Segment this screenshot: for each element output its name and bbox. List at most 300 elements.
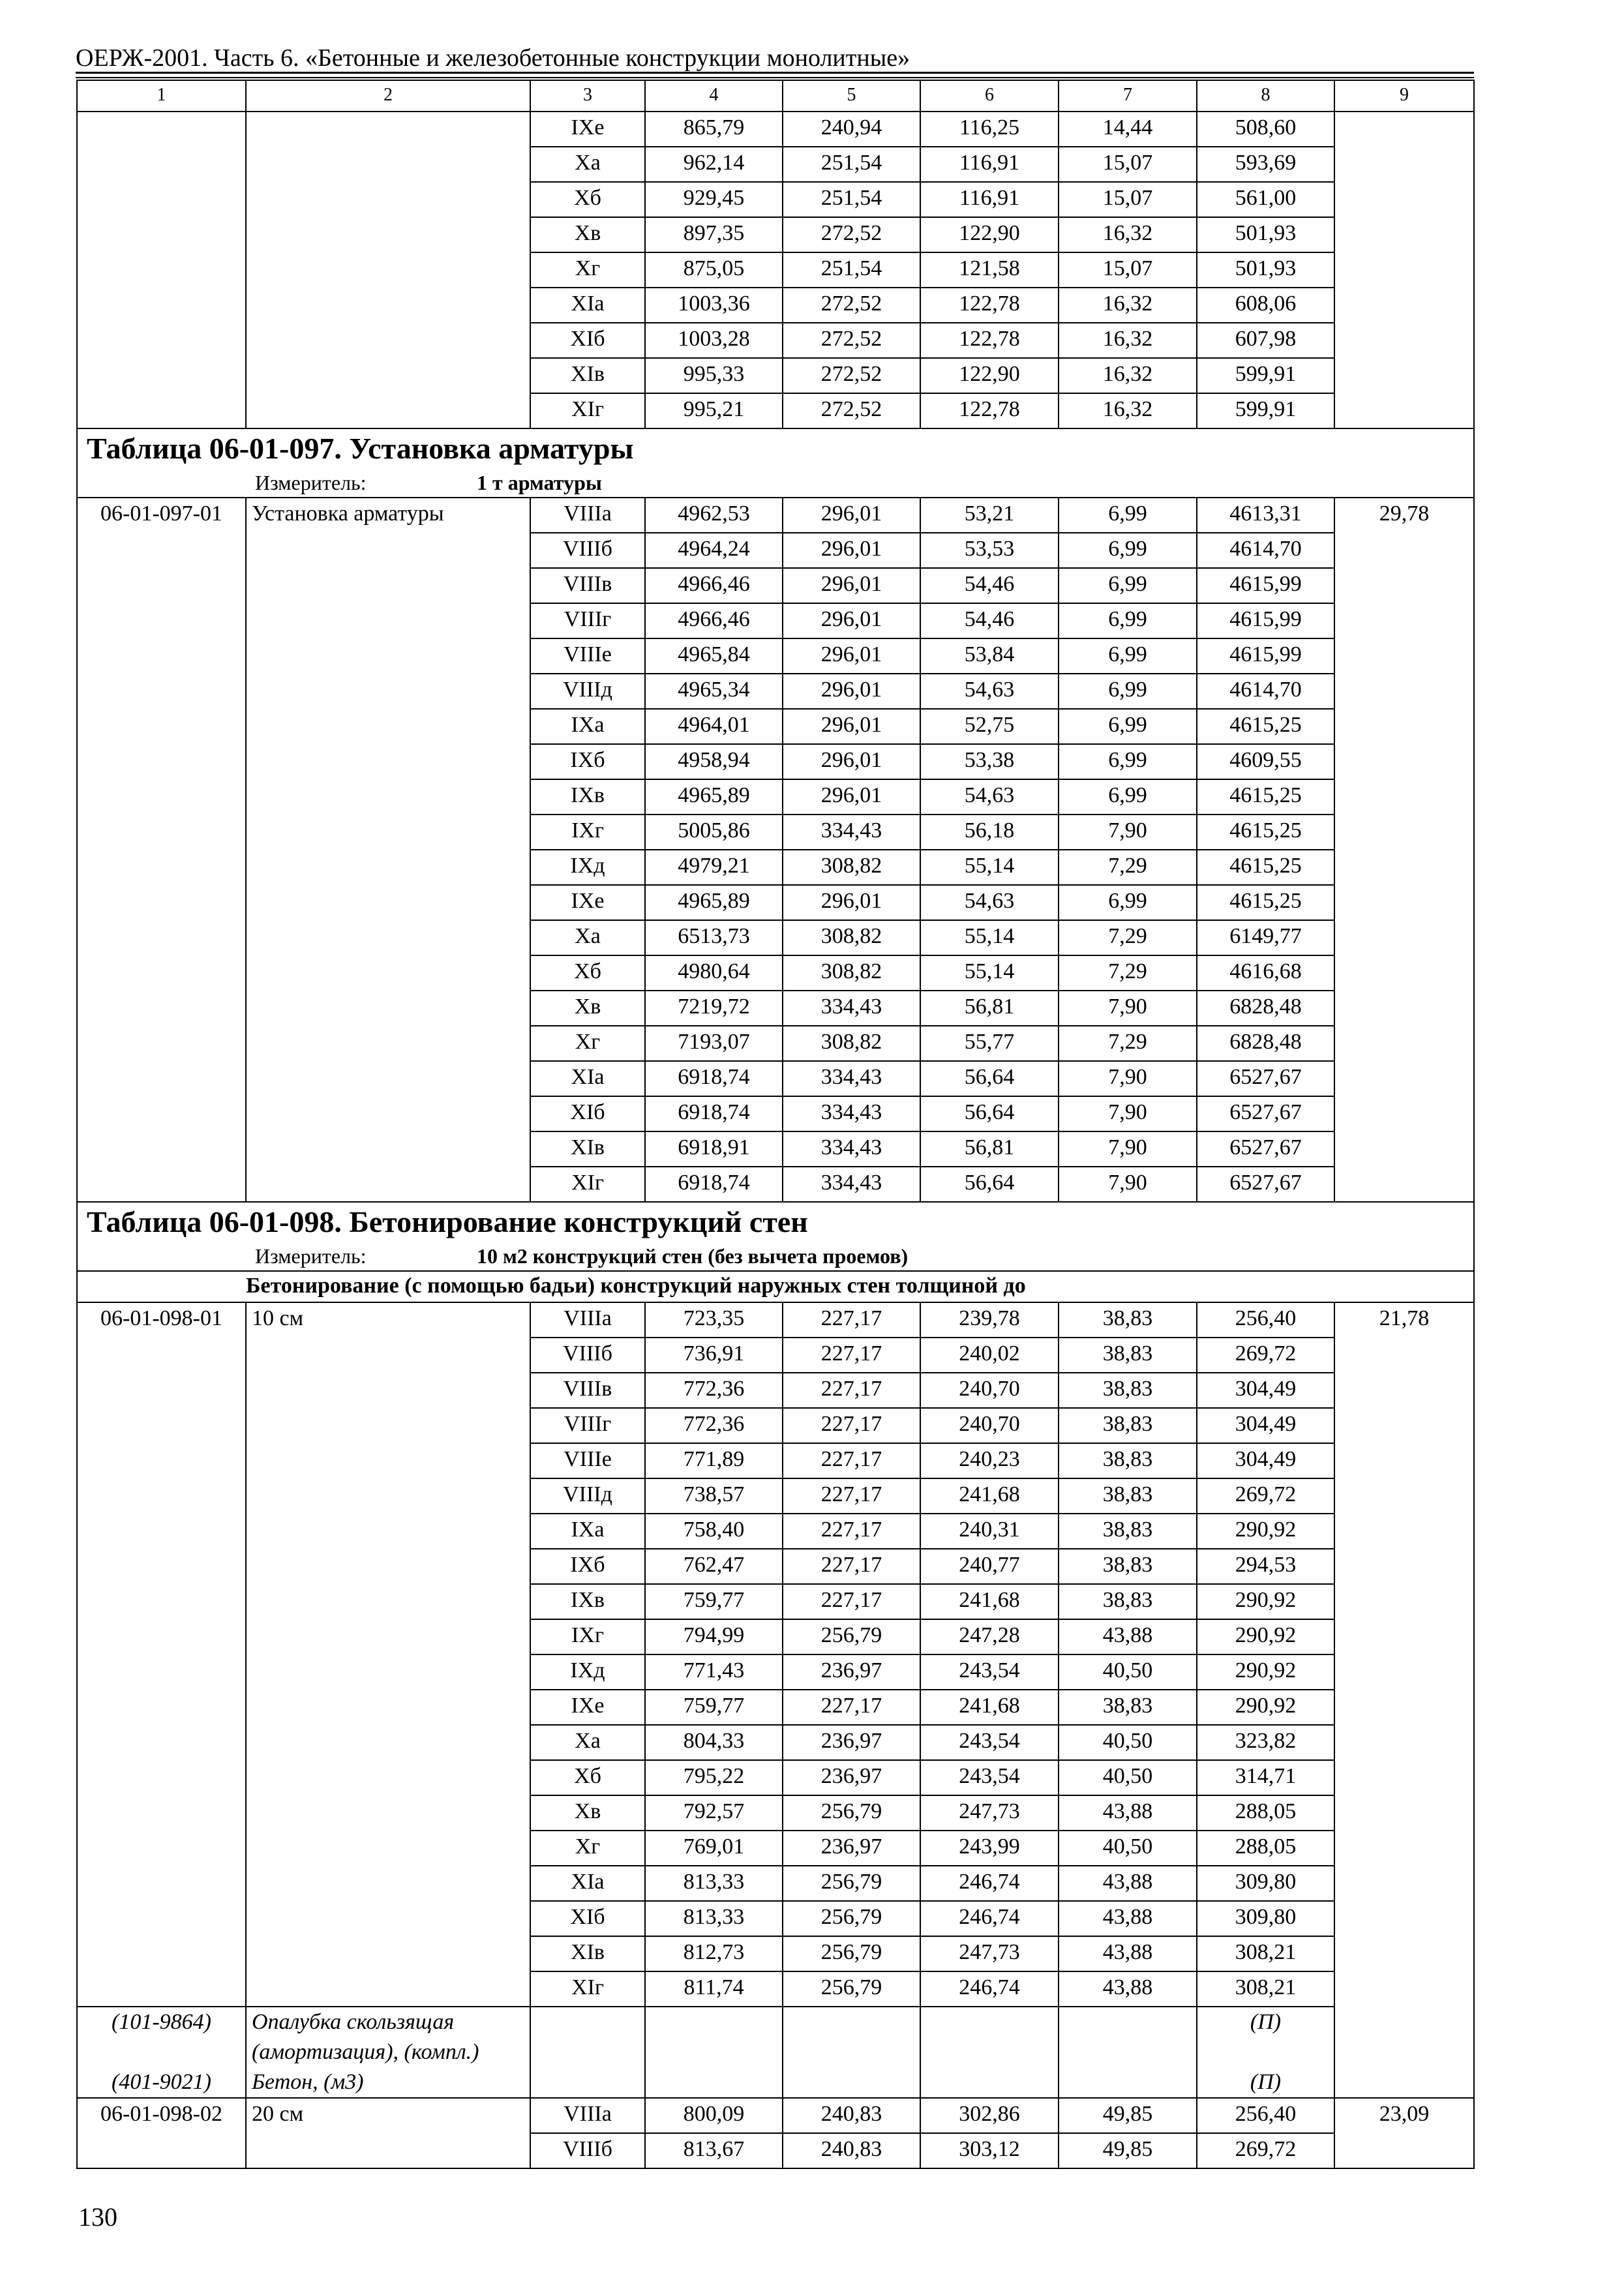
column-number: 9	[1334, 80, 1474, 112]
value-cell: 15,07	[1059, 252, 1197, 288]
table-row	[77, 498, 1474, 533]
value-cell: 227,17	[783, 1443, 920, 1478]
value-cell: 251,54	[783, 252, 920, 288]
material-flag: (П)	[1250, 2070, 1282, 2094]
value-cell: 795,22	[645, 1760, 783, 1795]
value-cell: 304,49	[1197, 1408, 1334, 1443]
value-cell: 122,78	[920, 393, 1059, 428]
value-cell: 246,74	[920, 1901, 1059, 1936]
zone-cell: Xа	[530, 920, 645, 955]
value-cell: 240,31	[920, 1514, 1059, 1549]
zone-cell: Xв	[530, 217, 645, 252]
value-cell: 6527,67	[1197, 1096, 1334, 1131]
value-cell: 241,68	[920, 1584, 1059, 1619]
value-cell: 272,52	[783, 323, 920, 358]
labor-cost-cell: 23,09	[1334, 2098, 1474, 2168]
value-cell: 4965,89	[645, 885, 783, 920]
value-cell: 772,36	[645, 1373, 783, 1408]
value-cell: 296,01	[783, 744, 920, 779]
zone-cell: VIIIд	[530, 674, 645, 709]
rate-name	[246, 112, 530, 428]
value-cell: 4615,25	[1197, 885, 1334, 920]
value-cell: 865,79	[645, 112, 783, 147]
value-cell: 792,57	[645, 1795, 783, 1831]
value-cell: 4966,46	[645, 568, 783, 603]
value-cell: 759,77	[645, 1584, 783, 1619]
value-cell: 813,33	[645, 1901, 783, 1936]
value-cell: 227,17	[783, 1338, 920, 1373]
value-cell: 794,99	[645, 1619, 783, 1654]
value-cell: 38,83	[1059, 1338, 1197, 1373]
value-cell: 4609,55	[1197, 744, 1334, 779]
value-cell: 227,17	[783, 1514, 920, 1549]
value-cell: 247,28	[920, 1619, 1059, 1654]
value-cell: 308,82	[783, 850, 920, 885]
value-cell: 6,99	[1059, 674, 1197, 709]
value-cell: 122,78	[920, 323, 1059, 358]
value-cell: 243,99	[920, 1831, 1059, 1866]
rate-name: Установка арматуры	[246, 498, 530, 1202]
zone-cell: VIIIе	[530, 1443, 645, 1478]
empty-cell	[530, 2007, 645, 2098]
value-cell: 55,14	[920, 850, 1059, 885]
value-cell: 227,17	[783, 1690, 920, 1725]
value-cell: 241,68	[920, 1690, 1059, 1725]
value-cell: 6527,67	[1197, 1167, 1334, 1202]
value-cell: 762,47	[645, 1549, 783, 1584]
value-cell: 122,90	[920, 358, 1059, 393]
zone-cell: Xа	[530, 147, 645, 182]
material-code: (101-9864)	[112, 2010, 211, 2034]
value-cell: 256,79	[783, 1795, 920, 1831]
value-cell: 43,88	[1059, 1619, 1197, 1654]
value-cell: 759,77	[645, 1690, 783, 1725]
value-cell: 38,83	[1059, 1690, 1197, 1725]
value-cell: 304,49	[1197, 1443, 1334, 1478]
material-name-cont: (амортизация), (компл.)	[252, 2040, 479, 2064]
value-cell: 116,91	[920, 182, 1059, 217]
value-cell: 6,99	[1059, 533, 1197, 568]
page-header-title: ОЕРЖ-2001. Часть 6. «Бетонные и железобетонные конструкции монолитные»	[76, 44, 910, 72]
value-cell: 122,90	[920, 217, 1059, 252]
zone-cell: Xб	[530, 1760, 645, 1795]
zone-cell: VIIIб	[530, 1338, 645, 1373]
zone-cell: XIб	[530, 323, 645, 358]
value-cell: 43,88	[1059, 1901, 1197, 1936]
material-row	[77, 2007, 1474, 2098]
value-cell: 738,57	[645, 1478, 783, 1514]
zone-cell: IXд	[530, 1654, 645, 1690]
value-cell: 236,97	[783, 1654, 920, 1690]
value-cell: 804,33	[645, 1725, 783, 1760]
zone-cell: XIг	[530, 393, 645, 428]
value-cell: 54,63	[920, 779, 1059, 815]
value-cell: 599,91	[1197, 393, 1334, 428]
value-cell: 16,32	[1059, 323, 1197, 358]
value-cell: 6,99	[1059, 779, 1197, 815]
value-cell: 4615,25	[1197, 779, 1334, 815]
value-cell: 302,86	[920, 2098, 1059, 2133]
zone-cell: XIг	[530, 1971, 645, 2007]
value-cell: 593,69	[1197, 147, 1334, 182]
column-number: 3	[530, 80, 645, 112]
value-cell: 4979,21	[645, 850, 783, 885]
value-cell: 239,78	[920, 1302, 1059, 1338]
value-cell: 43,88	[1059, 1936, 1197, 1971]
value-cell: 4965,84	[645, 638, 783, 674]
value-cell: 53,38	[920, 744, 1059, 779]
value-cell: 4615,99	[1197, 638, 1334, 674]
material-code: (401-9021)	[112, 2070, 211, 2094]
value-cell: 55,14	[920, 955, 1059, 991]
value-cell: 7,90	[1059, 1167, 1197, 1202]
value-cell: 6527,67	[1197, 1131, 1334, 1167]
value-cell: 314,71	[1197, 1760, 1334, 1795]
zone-cell: XIа	[530, 1061, 645, 1096]
zone-cell: IXе	[530, 1690, 645, 1725]
value-cell: 251,54	[783, 182, 920, 217]
value-cell: 116,25	[920, 112, 1059, 147]
value-cell: 43,88	[1059, 1971, 1197, 2007]
value-cell: 38,83	[1059, 1549, 1197, 1584]
value-cell: 296,01	[783, 498, 920, 533]
value-cell: 38,83	[1059, 1373, 1197, 1408]
value-cell: 7,90	[1059, 991, 1197, 1026]
value-cell: 43,88	[1059, 1795, 1197, 1831]
value-cell: 308,82	[783, 955, 920, 991]
value-cell: 53,84	[920, 638, 1059, 674]
value-cell: 758,40	[645, 1514, 783, 1549]
value-cell: 251,54	[783, 147, 920, 182]
value-cell: 7,29	[1059, 1026, 1197, 1061]
value-cell: 256,79	[783, 1619, 920, 1654]
value-cell: 296,01	[783, 638, 920, 674]
value-cell: 240,23	[920, 1443, 1059, 1478]
zone-cell: Xв	[530, 1795, 645, 1831]
column-number: 8	[1197, 80, 1334, 112]
value-cell: 16,32	[1059, 217, 1197, 252]
value-cell: 56,81	[920, 991, 1059, 1026]
rate-code: 06-01-097-01	[77, 498, 246, 1202]
value-cell: 6828,48	[1197, 991, 1334, 1026]
value-cell: 995,33	[645, 358, 783, 393]
value-cell: 501,93	[1197, 217, 1334, 252]
value-cell: 15,07	[1059, 147, 1197, 182]
zone-cell: VIIIг	[530, 1408, 645, 1443]
zone-cell: IXв	[530, 1584, 645, 1619]
labor-cost-cell: 21,78	[1334, 1302, 1474, 2098]
value-cell: 508,60	[1197, 112, 1334, 147]
value-cell: 38,83	[1059, 1584, 1197, 1619]
value-cell: 38,83	[1059, 1443, 1197, 1478]
value-cell: 296,01	[783, 533, 920, 568]
value-cell: 53,53	[920, 533, 1059, 568]
value-cell: 56,81	[920, 1131, 1059, 1167]
value-cell: 240,70	[920, 1373, 1059, 1408]
value-cell: 608,06	[1197, 288, 1334, 323]
value-cell: 290,92	[1197, 1584, 1334, 1619]
zone-cell: XIб	[530, 1096, 645, 1131]
section-title-row	[77, 1202, 1474, 1271]
value-cell: 240,83	[783, 2098, 920, 2133]
value-cell: 240,70	[920, 1408, 1059, 1443]
value-cell: 6918,74	[645, 1096, 783, 1131]
value-cell: 296,01	[783, 885, 920, 920]
material-names	[246, 2007, 530, 2098]
meter-row	[87, 468, 1468, 497]
value-cell: 7,90	[1059, 1131, 1197, 1167]
zone-cell: IXа	[530, 709, 645, 744]
value-cell: 56,64	[920, 1167, 1059, 1202]
material-codes	[77, 2007, 246, 2098]
value-cell: 6828,48	[1197, 1026, 1334, 1061]
value-cell: 723,35	[645, 1302, 783, 1338]
zone-cell: VIIIг	[530, 603, 645, 638]
value-cell: 294,53	[1197, 1549, 1334, 1584]
value-cell: 813,33	[645, 1866, 783, 1901]
value-cell: 7,29	[1059, 850, 1197, 885]
value-cell: 4615,99	[1197, 603, 1334, 638]
value-cell: 236,97	[783, 1725, 920, 1760]
value-cell: 4966,46	[645, 603, 783, 638]
value-cell: 269,72	[1197, 1338, 1334, 1373]
value-cell: 4965,34	[645, 674, 783, 709]
value-cell: 6,99	[1059, 498, 1197, 533]
rate-name: 10 см	[246, 1302, 530, 2007]
value-cell: 54,46	[920, 603, 1059, 638]
value-cell: 929,45	[645, 182, 783, 217]
value-cell: 272,52	[783, 288, 920, 323]
value-cell: 7,29	[1059, 955, 1197, 991]
value-cell: 308,82	[783, 920, 920, 955]
value-cell: 4615,99	[1197, 568, 1334, 603]
rate-code	[77, 112, 246, 428]
value-cell: 6918,74	[645, 1167, 783, 1202]
value-cell: 236,97	[783, 1760, 920, 1795]
zone-cell: Xг	[530, 252, 645, 288]
section-title-cell	[77, 428, 1474, 498]
value-cell: 7,90	[1059, 815, 1197, 850]
material-price-flags	[1197, 2007, 1334, 2098]
value-cell: 247,73	[920, 1795, 1059, 1831]
value-cell: 4962,53	[645, 498, 783, 533]
value-cell: 334,43	[783, 1131, 920, 1167]
column-number: 1	[77, 80, 246, 112]
value-cell: 116,91	[920, 147, 1059, 182]
value-cell: 16,32	[1059, 358, 1197, 393]
value-cell: 7219,72	[645, 991, 783, 1026]
zone-cell: XIа	[530, 1866, 645, 1901]
value-cell: 6,99	[1059, 744, 1197, 779]
zone-cell: XIв	[530, 1936, 645, 1971]
value-cell: 56,64	[920, 1096, 1059, 1131]
value-cell: 243,54	[920, 1760, 1059, 1795]
zone-cell: VIIIа	[530, 2098, 645, 2133]
zone-cell: VIIIе	[530, 638, 645, 674]
zone-cell: XIг	[530, 1167, 645, 1202]
labor-cost-cell	[1334, 112, 1474, 428]
spacer	[1203, 2037, 1329, 2067]
subheader-row	[77, 1271, 1474, 1302]
value-cell: 272,52	[783, 358, 920, 393]
spacer	[83, 2037, 240, 2067]
zone-cell: VIIIб	[530, 533, 645, 568]
empty-cell	[1059, 2007, 1197, 2098]
value-cell: 771,43	[645, 1654, 783, 1690]
value-cell: 246,74	[920, 1866, 1059, 1901]
material-name: Опалубка скользящая	[252, 2010, 455, 2034]
value-cell: 56,64	[920, 1061, 1059, 1096]
value-cell: 1003,28	[645, 323, 783, 358]
value-cell: 6,99	[1059, 709, 1197, 744]
meter-value: 10 м2 конструкций стен (без вычета проемов)	[477, 1244, 909, 1268]
value-cell: 4964,24	[645, 533, 783, 568]
value-cell: 6,99	[1059, 638, 1197, 674]
value-cell: 769,01	[645, 1831, 783, 1866]
value-cell: 240,02	[920, 1338, 1059, 1373]
value-cell: 288,05	[1197, 1795, 1334, 1831]
zone-cell: XIв	[530, 1131, 645, 1167]
zone-cell: Xа	[530, 1725, 645, 1760]
value-cell: 55,77	[920, 1026, 1059, 1061]
value-cell: 243,54	[920, 1725, 1059, 1760]
value-cell: 334,43	[783, 1167, 920, 1202]
zone-cell: XIа	[530, 288, 645, 323]
empty-cell	[645, 2007, 783, 2098]
value-cell: 227,17	[783, 1584, 920, 1619]
material-flag: (П)	[1250, 2010, 1282, 2034]
value-cell: 962,14	[645, 147, 783, 182]
value-cell: 14,44	[1059, 112, 1197, 147]
value-cell: 6527,67	[1197, 1061, 1334, 1096]
value-cell: 811,74	[645, 1971, 783, 2007]
value-cell: 43,88	[1059, 1866, 1197, 1901]
value-cell: 812,73	[645, 1936, 783, 1971]
header-rule-thin	[76, 77, 1474, 78]
value-cell: 227,17	[783, 1408, 920, 1443]
value-cell: 15,07	[1059, 182, 1197, 217]
value-cell: 256,79	[783, 1901, 920, 1936]
value-cell: 4964,01	[645, 709, 783, 744]
zone-cell: XIв	[530, 358, 645, 393]
section-title: Таблица 06-01-098. Бетонирование конструкций стен	[87, 1205, 808, 1238]
value-cell: 6,99	[1059, 885, 1197, 920]
value-cell: 304,49	[1197, 1373, 1334, 1408]
meter-label: Измеритель:	[255, 471, 367, 494]
value-cell: 256,79	[783, 1971, 920, 2007]
value-cell: 875,05	[645, 252, 783, 288]
value-cell: 227,17	[783, 1549, 920, 1584]
value-cell: 240,94	[783, 112, 920, 147]
value-cell: 227,17	[783, 1302, 920, 1338]
value-cell: 290,92	[1197, 1514, 1334, 1549]
value-cell: 236,97	[783, 1831, 920, 1866]
value-cell: 561,00	[1197, 182, 1334, 217]
value-cell: 54,63	[920, 674, 1059, 709]
labor-cost-cell: 29,78	[1334, 498, 1474, 1202]
value-cell: 227,17	[783, 1478, 920, 1514]
value-cell: 308,82	[783, 1026, 920, 1061]
value-cell: 7,90	[1059, 1061, 1197, 1096]
value-cell: 4980,64	[645, 955, 783, 991]
column-number: 4	[645, 80, 783, 112]
value-cell: 6149,77	[1197, 920, 1334, 955]
value-cell: 227,17	[783, 1373, 920, 1408]
value-cell: 6513,73	[645, 920, 783, 955]
section-title: Таблица 06-01-097. Установка арматуры	[87, 432, 634, 465]
value-cell: 40,50	[1059, 1831, 1197, 1866]
zone-cell: VIIIа	[530, 1302, 645, 1338]
zone-cell: VIIIд	[530, 1478, 645, 1514]
zone-cell: IXе	[530, 112, 645, 147]
value-cell: 772,36	[645, 1408, 783, 1443]
zone-cell: VIIIв	[530, 1373, 645, 1408]
value-cell: 308,21	[1197, 1971, 1334, 2007]
value-cell: 7,29	[1059, 920, 1197, 955]
value-cell: 256,79	[783, 1936, 920, 1971]
value-cell: 4616,68	[1197, 955, 1334, 991]
value-cell: 296,01	[783, 603, 920, 638]
meter-label: Измеритель:	[255, 1244, 367, 1268]
zone-cell: IXб	[530, 744, 645, 779]
section-title-cell	[77, 1202, 1474, 1271]
value-cell: 56,18	[920, 815, 1059, 850]
value-cell: 54,63	[920, 885, 1059, 920]
value-cell: 309,80	[1197, 1866, 1334, 1901]
value-cell: 323,82	[1197, 1725, 1334, 1760]
meter-value: 1 т арматуры	[477, 471, 602, 494]
value-cell: 607,98	[1197, 323, 1334, 358]
zone-cell: IXв	[530, 779, 645, 815]
value-cell: 290,92	[1197, 1690, 1334, 1725]
value-cell: 121,58	[920, 252, 1059, 288]
column-number: 5	[783, 80, 920, 112]
value-cell: 272,52	[783, 393, 920, 428]
value-cell: 813,67	[645, 2133, 783, 2168]
value-cell: 16,32	[1059, 288, 1197, 323]
table-row	[77, 2098, 1474, 2133]
rates-table	[76, 80, 1475, 2169]
value-cell: 4958,94	[645, 744, 783, 779]
zone-cell: IXд	[530, 850, 645, 885]
value-cell: 308,21	[1197, 1936, 1334, 1971]
value-cell: 246,74	[920, 1971, 1059, 2007]
column-number-row	[77, 80, 1474, 112]
column-number: 7	[1059, 80, 1197, 112]
zone-cell: XIб	[530, 1901, 645, 1936]
zone-cell: IXа	[530, 1514, 645, 1549]
table-row	[77, 112, 1474, 147]
zone-cell: VIIIа	[530, 498, 645, 533]
value-cell: 897,35	[645, 217, 783, 252]
value-cell: 296,01	[783, 709, 920, 744]
value-cell: 40,50	[1059, 1725, 1197, 1760]
value-cell: 38,83	[1059, 1478, 1197, 1514]
value-cell: 4615,25	[1197, 709, 1334, 744]
value-cell: 1003,36	[645, 288, 783, 323]
value-cell: 4614,70	[1197, 674, 1334, 709]
page-number: 130	[78, 2202, 117, 2232]
value-cell: 800,09	[645, 2098, 783, 2133]
zone-cell: Xб	[530, 955, 645, 991]
zone-cell: Xг	[530, 1026, 645, 1061]
value-cell: 4614,70	[1197, 533, 1334, 568]
value-cell: 53,21	[920, 498, 1059, 533]
value-cell: 52,75	[920, 709, 1059, 744]
value-cell: 243,54	[920, 1654, 1059, 1690]
zone-cell: IXг	[530, 815, 645, 850]
value-cell: 241,68	[920, 1478, 1059, 1514]
